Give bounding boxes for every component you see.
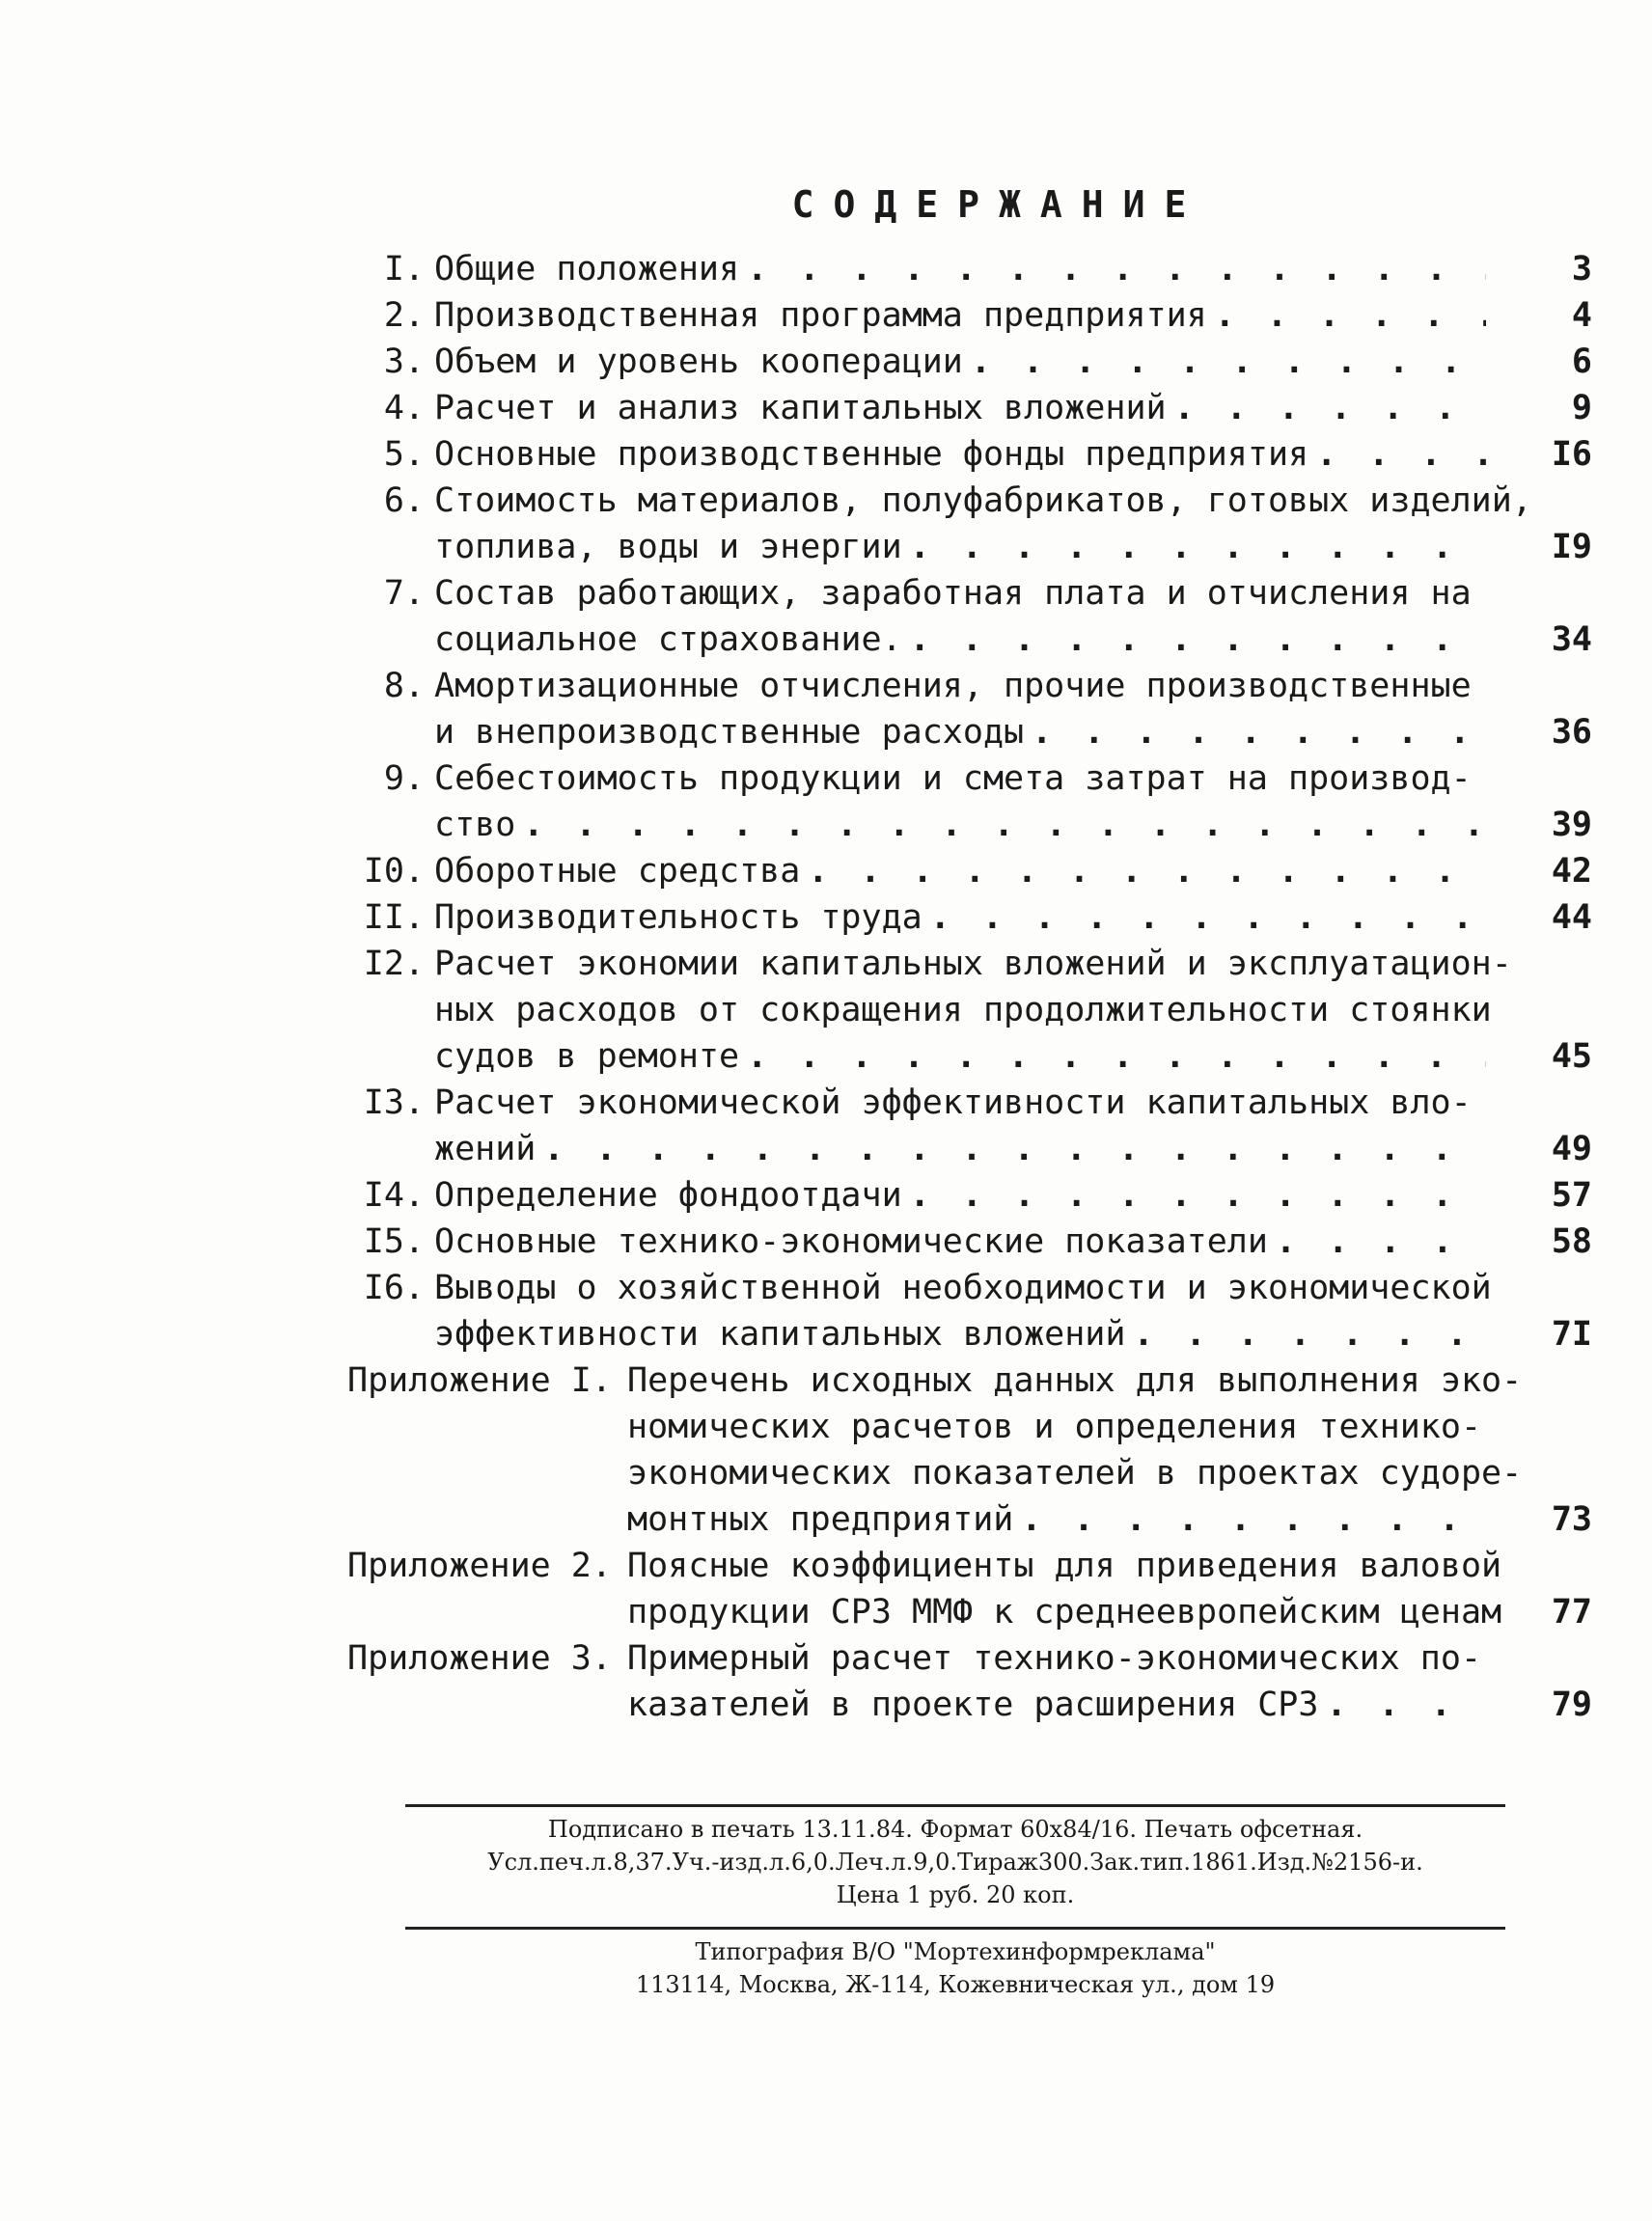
page-number: 49 (1551, 1130, 1592, 1168)
section-title-text: судов в ремонте (434, 1037, 740, 1076)
dot-leader (1024, 709, 1486, 755)
divider (405, 1927, 1505, 1930)
toc-last-line (434, 524, 1592, 570)
toc-last-line (434, 894, 1592, 941)
section-title-text: монтных предприятий (627, 1500, 1014, 1539)
toc-line (347, 1635, 1592, 1682)
section-number: 2. (383, 296, 425, 335)
toc-entry (347, 339, 1592, 385)
section-number: 7. (383, 574, 425, 613)
page-number: 7I (1551, 1315, 1592, 1354)
dot-leader (1207, 292, 1486, 339)
appendix-label: Приложение 3. (347, 1639, 612, 1678)
appendix-label: Приложение 2. (347, 1547, 612, 1585)
section-title-text: Состав работающих, заработная плата и отчисления на (434, 574, 1472, 613)
toc-entry (347, 941, 1592, 1080)
section-number: I0. (363, 852, 425, 891)
section-title-text: социальное страхование. (434, 620, 902, 659)
toc-line (347, 1682, 1592, 1728)
toc-entry (347, 292, 1592, 339)
page-number: 6 (1571, 343, 1592, 381)
section-title-text: Себестоимость продукции и смета затрат на производ- (434, 759, 1472, 798)
toc-line (347, 478, 1592, 524)
dot-leader (739, 246, 1486, 292)
page-number: 39 (1551, 806, 1592, 844)
page-number: 58 (1551, 1222, 1592, 1261)
section-number: II. (363, 898, 425, 937)
section-number: I2. (363, 945, 425, 983)
section-title-text: Производительность труда (434, 898, 922, 937)
toc-line (347, 1589, 1592, 1635)
toc-entry (347, 1172, 1592, 1219)
dot-leader (515, 802, 1486, 848)
page-number: 3 (1571, 250, 1592, 288)
section-title-text: Определение фондоотдачи (434, 1176, 902, 1215)
toc-line (347, 941, 1592, 987)
toc-last-line (434, 709, 1592, 755)
toc-line (347, 1080, 1592, 1126)
imprint-block (405, 1804, 1505, 2001)
section-number: 9. (383, 759, 425, 798)
toc-entry (347, 848, 1592, 894)
section-title-text: экономических показателей в проектах судоре- (627, 1454, 1523, 1493)
toc-line (347, 755, 1592, 802)
toc-last-line (627, 1589, 1592, 1635)
toc-last-line (627, 1682, 1592, 1728)
section-title-text: Производственная программа предприятия (434, 296, 1207, 335)
appendix-entry (347, 1357, 1592, 1543)
section-number: 3. (383, 343, 425, 381)
section-title-text: Основные производственные фонды предприятия (434, 435, 1309, 474)
dot-leader (963, 339, 1486, 385)
page-number: 77 (1551, 1593, 1592, 1631)
section-title-text: Объем и уровень кооперации (434, 343, 963, 381)
toc-last-line (434, 1219, 1592, 1265)
page-number: 34 (1551, 620, 1592, 659)
toc-line (347, 570, 1592, 617)
printer-address: 113114, Москва, Ж-114, Кожевническая ул., дом 19 (635, 1971, 1276, 1998)
toc-last-line (434, 848, 1592, 894)
section-number: I3. (363, 1083, 425, 1122)
section-title-text: Выводы о хозяйственной необходимости и экономической (434, 1269, 1492, 1307)
toc-line (347, 894, 1592, 941)
toc-line (347, 246, 1592, 292)
section-title-text: Расчет экономии капитальных вложений и эксплуатацион- (434, 945, 1512, 983)
toc-line (347, 617, 1592, 663)
toc-last-line (627, 1496, 1592, 1543)
dot-leader (800, 848, 1486, 894)
toc-last-line (434, 802, 1592, 848)
toc-line (347, 1219, 1592, 1265)
dot-leader (1318, 1682, 1486, 1728)
toc-line (347, 1172, 1592, 1219)
toc-line (347, 1450, 1592, 1496)
section-title-text: эффективности капитальных вложений (434, 1315, 1126, 1354)
page-number: 4 (1571, 296, 1592, 335)
toc-entry (347, 1080, 1592, 1172)
toc-line (347, 1033, 1592, 1080)
dot-leader (1013, 1496, 1486, 1543)
section-title-text: Оборотные средства (434, 852, 801, 891)
page-number: 44 (1551, 898, 1592, 937)
section-title-text: Основные технико-экономические показатели (434, 1222, 1268, 1261)
section-title-text: ных расходов от сокращения продолжительности стоянки (434, 991, 1492, 1029)
section-title-text: жений (434, 1130, 537, 1168)
toc-line (347, 1404, 1592, 1450)
toc-entry (347, 1265, 1592, 1357)
appendix-entry (347, 1635, 1592, 1728)
toc-last-line (434, 1033, 1592, 1080)
page-number: I9 (1551, 528, 1592, 566)
toc-last-line (434, 339, 1592, 385)
section-title-text: казателей в проекте расширения СРЗ (627, 1686, 1319, 1724)
toc-line (347, 987, 1592, 1033)
section-title-text: номических расчетов и определения технико- (627, 1408, 1482, 1446)
section-title-text: и внепроизводственные расходы (434, 713, 1025, 752)
page-title: СОДЕРЖАНИЕ (791, 183, 1206, 226)
toc-entry (347, 431, 1592, 478)
toc-entry (347, 385, 1592, 431)
section-number: 8. (383, 667, 425, 705)
toc-last-line (434, 1311, 1592, 1357)
toc-last-line (434, 1172, 1592, 1219)
toc-line (347, 524, 1592, 570)
dot-leader (739, 1033, 1486, 1080)
page-number: 42 (1551, 852, 1592, 891)
toc-line (347, 709, 1592, 755)
section-title-text: продукции СРЗ ММФ к среднеевропейским ценам (627, 1593, 1502, 1631)
toc-last-line (434, 1126, 1592, 1172)
dot-leader (1268, 1219, 1486, 1265)
dot-leader (536, 1126, 1486, 1172)
toc-last-line (434, 431, 1592, 478)
toc-line (347, 802, 1592, 848)
section-title-text: Расчет экономической эффективности капитальных вло- (434, 1083, 1472, 1122)
section-number: I6. (363, 1269, 425, 1307)
toc-line (347, 339, 1592, 385)
section-title-text: Примерный расчет технико-экономических по- (627, 1639, 1482, 1678)
dot-leader (902, 617, 1486, 663)
section-number: 4. (383, 389, 425, 427)
section-title-text: Стоимость материалов, полуфабрикатов, готовых изделий, (434, 481, 1532, 520)
toc-line (347, 848, 1592, 894)
section-title-text: Поясные коэффициенты для приведения валовой (627, 1547, 1502, 1585)
section-number: I4. (363, 1176, 425, 1215)
appendix-label: Приложение I. (347, 1361, 612, 1400)
section-title-text: ство (434, 806, 516, 844)
toc-entry (347, 478, 1592, 570)
toc-line (347, 385, 1592, 431)
dot-leader (902, 524, 1486, 570)
toc-line (347, 292, 1592, 339)
toc-line (347, 431, 1592, 478)
toc-entry (347, 246, 1592, 292)
page-number: 73 (1551, 1500, 1592, 1539)
dot-leader (1125, 1311, 1486, 1357)
dot-leader (922, 894, 1486, 941)
page-number: 45 (1551, 1037, 1592, 1076)
printer-name: Типография В/О "Мортехинформреклама" (695, 1938, 1216, 1965)
toc-line (347, 1357, 1592, 1404)
toc-entry (347, 663, 1592, 755)
imprint-line: Усл.печ.л.8,37.Уч.-изд.л.6,0.Леч.л.9,0.Тираж300.Зак.тип.1861.Изд.№2156-и. (487, 1849, 1423, 1876)
divider (405, 1804, 1505, 1807)
toc-line (347, 1543, 1592, 1589)
page-number: 36 (1551, 713, 1592, 752)
section-number: 5. (383, 435, 425, 474)
page-number: 9 (1571, 389, 1592, 427)
section-title-text: топлива, воды и энергии (434, 528, 902, 566)
table-of-contents (347, 246, 1592, 1728)
dot-leader (902, 1172, 1486, 1219)
section-title-text: Общие положения (434, 250, 740, 288)
section-number: 6. (383, 481, 425, 520)
page-number: I6 (1551, 435, 1592, 474)
toc-last-line (434, 617, 1592, 663)
toc-entry (347, 1219, 1592, 1265)
section-number: I. (383, 250, 425, 288)
toc-last-line (434, 292, 1592, 339)
section-title-text: Расчет и анализ капитальных вложений (434, 389, 1167, 427)
section-title-text: Амортизационные отчисления, прочие производственные (434, 667, 1472, 705)
page-number: 57 (1551, 1176, 1592, 1215)
toc-entry (347, 894, 1592, 941)
dot-leader (1308, 431, 1486, 478)
toc-line (347, 1126, 1592, 1172)
page-number: 79 (1551, 1686, 1592, 1724)
toc-line (347, 1265, 1592, 1311)
imprint-line: Цена 1 руб. 20 коп. (836, 1881, 1075, 1908)
toc-last-line (434, 385, 1592, 431)
toc-entry (347, 570, 1592, 663)
dot-leader (1167, 385, 1486, 431)
appendix-entry (347, 1543, 1592, 1635)
toc-line (347, 1311, 1592, 1357)
toc-last-line (434, 246, 1592, 292)
imprint-line: Подписано в печать 13.11.84. Формат 60х84/16. Печать офсетная. (547, 1816, 1363, 1843)
toc-line (347, 1496, 1592, 1543)
toc-entry (347, 755, 1592, 848)
toc-line (347, 663, 1592, 709)
section-number: I5. (363, 1222, 425, 1261)
section-title-text: Перечень исходных данных для выполнения эко- (627, 1361, 1523, 1400)
